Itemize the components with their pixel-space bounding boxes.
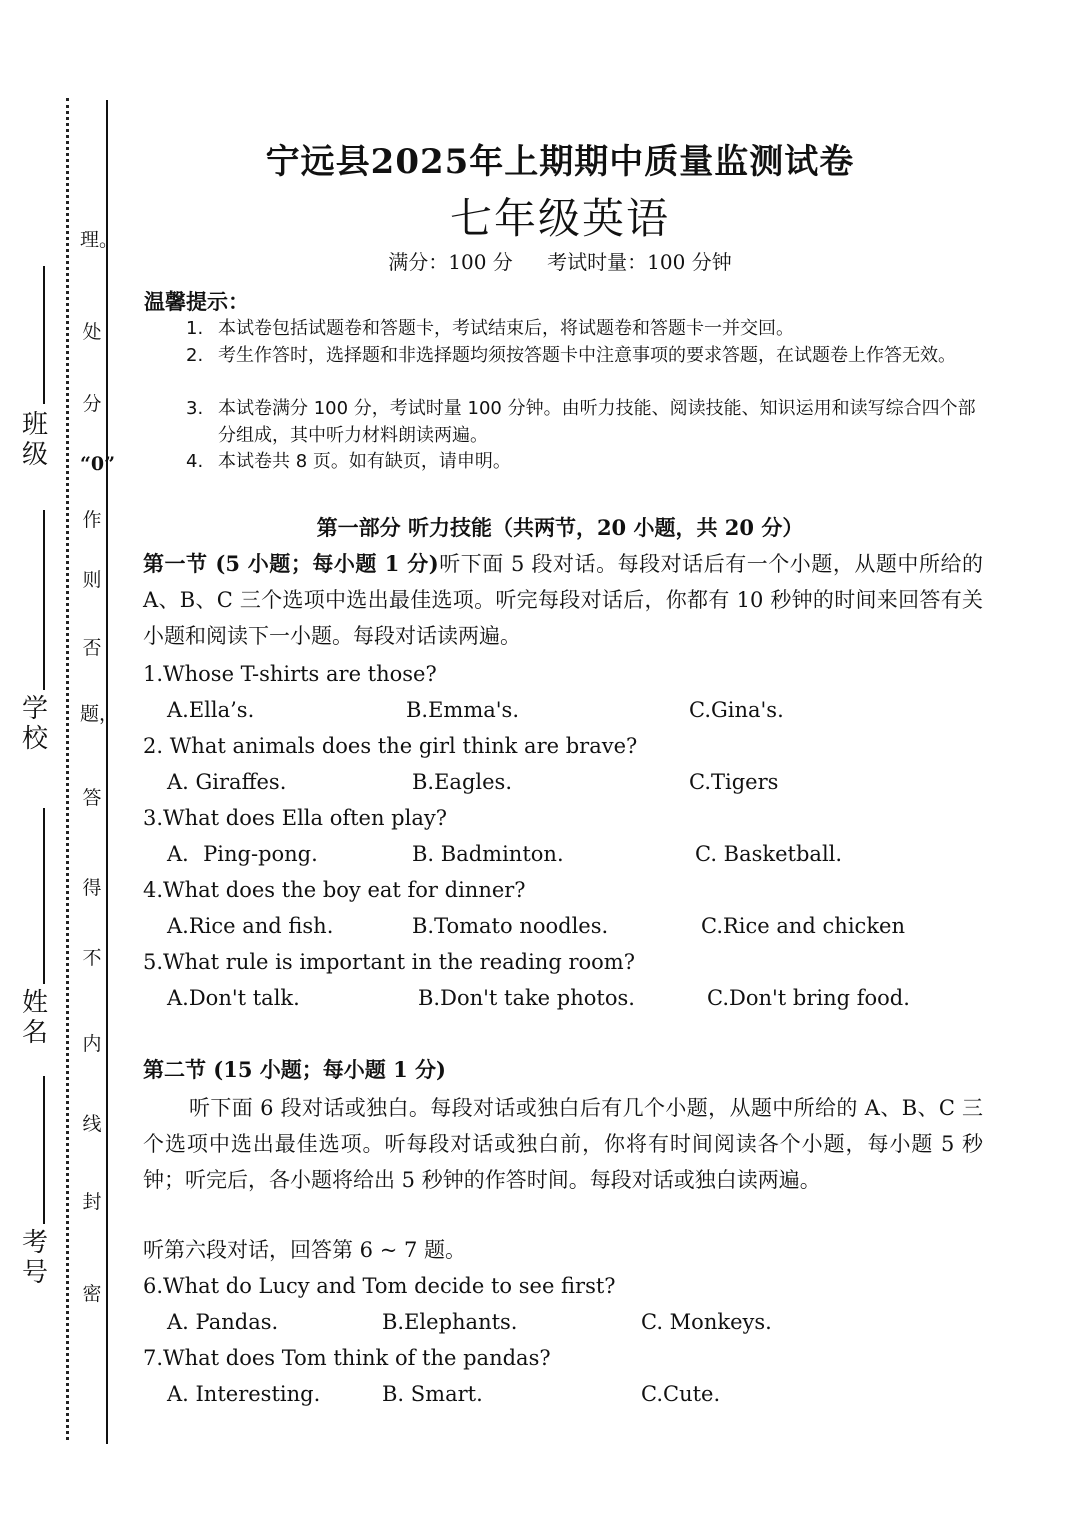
- seal-char: 处: [82, 321, 102, 343]
- question-text: 7.What does Tom think of the pandas?: [143, 1346, 551, 1370]
- note-item: [186, 448, 986, 475]
- seal-char: 封: [82, 1191, 102, 1213]
- full-score: 满分：100 分: [388, 250, 513, 274]
- name-blank[interactable]: [43, 808, 45, 984]
- option-b: B.Tomato noodles.: [412, 914, 609, 938]
- question-text: 2. What animals does the girl think are brave?: [143, 734, 638, 758]
- seal-char: 则: [82, 569, 102, 591]
- option-b: B. Badminton.: [412, 842, 564, 866]
- note-item: [186, 315, 986, 342]
- note-item: [186, 342, 986, 369]
- seal-char: 答: [82, 787, 102, 809]
- school-label: 学校: [22, 694, 49, 754]
- seal-char: 作: [82, 509, 102, 531]
- option-b: B.Elephants.: [382, 1310, 518, 1334]
- note-text: 本试卷包括试题卷和答题卡，考试结束后，将试题卷和答题卡一并交回。: [218, 318, 794, 339]
- exam-time: 考试时量：100 分钟: [547, 250, 732, 274]
- note-number: 3.: [186, 398, 204, 419]
- section1-paragraph: [143, 546, 983, 654]
- section1-instructions: 听下面 5 段对话。每段对话后有一个小题，从题中所给的 A、B、C 三个选项中选出最佳选项。听完每段对话后，你都有 10 秒钟的时间来回答有关小题和阅读下一小题。每段对话读两遍。: [143, 552, 983, 648]
- seal-char: 不: [82, 947, 102, 969]
- note-text: 本试卷共 8 页。如有缺页，请申明。: [218, 451, 511, 472]
- dialog-note: 听第六段对话，回答第 6 ~ 7 题。: [143, 1238, 467, 1262]
- seal-char: 内: [82, 1033, 102, 1055]
- seal-char: 分: [82, 393, 102, 415]
- option-b: B.Eagles.: [412, 770, 512, 794]
- class-blank[interactable]: [43, 266, 45, 404]
- exam-no-label: 考号: [22, 1228, 49, 1288]
- option-a: A. Pandas.: [167, 1310, 279, 1334]
- seal-char: 否: [82, 637, 102, 659]
- note-text: 考生作答时，选择题和非选择题均须按答题卡中注意事项的要求答题，在试题卷上作答无效。: [218, 345, 956, 366]
- seal-char: 得: [82, 877, 102, 899]
- option-a: A. Giraffes.: [167, 770, 287, 794]
- note-number: 4.: [186, 451, 204, 472]
- option-b: B. Smart.: [382, 1382, 483, 1406]
- question-text: 6.What do Lucy and Tom decide to see first?: [143, 1274, 616, 1298]
- option-a: A.Ella’s.: [167, 698, 255, 722]
- seal-char: 题，: [80, 703, 119, 725]
- exam-no-blank[interactable]: [43, 1076, 45, 1224]
- option-a: A．Ping-pong.: [167, 842, 318, 866]
- option-c: C. Monkeys.: [641, 1310, 772, 1334]
- option-c: C.Gina's.: [689, 698, 784, 722]
- option-c: C.Don't bring food.: [707, 986, 910, 1010]
- question-text: 4.What does the boy eat for dinner?: [143, 878, 526, 902]
- subject-title: 七年级英语: [449, 194, 670, 243]
- seal-solid-line: [106, 100, 108, 1444]
- question-text: 1.Whose T-shirts are those?: [143, 662, 437, 686]
- part1-title: 第一部分 听力技能（共两节，20 小题，共 20 分）: [316, 515, 804, 540]
- seal-char: “0”: [80, 453, 116, 475]
- option-a: A.Don't talk.: [167, 986, 300, 1010]
- note-number: 2.: [186, 345, 204, 366]
- seal-char: 密: [82, 1283, 102, 1305]
- option-a: A.Rice and fish.: [167, 914, 334, 938]
- option-c: C.Cute.: [641, 1382, 721, 1406]
- exam-title: 宁远县2025年上期期中质量监测试卷: [265, 142, 855, 182]
- name-label: 姓名: [22, 988, 49, 1048]
- note-text: 本试卷满分 100 分，考试时量 100 分钟。由听力技能、阅读技能、知识运用和读写综合四个部分组成，其中听力材料朗读两遍。: [218, 398, 976, 446]
- seal-char: 理。: [80, 229, 119, 251]
- seal-char: 线: [82, 1113, 102, 1135]
- section2-head: 第二节 (15 小题；每小题 1 分): [143, 1057, 446, 1082]
- question-text: 3.What does Ella often play?: [143, 806, 447, 830]
- option-b: B.Don't take photos.: [418, 986, 635, 1010]
- question-text: 5.What rule is important in the reading room?: [143, 950, 635, 974]
- class-label: 班级: [22, 410, 49, 470]
- section2-instructions: 听下面 6 段对话或独白。每段对话或独白后有几个小题，从题中所给的 A、B、C 三个选项中选出最佳选项。听每段对话或独白前，你将有时间阅读各个小题，每小题 5 秒钟；听完后，各小题将给出 5 秒钟的作答时间。每段对话或独白读两遍。: [143, 1096, 983, 1192]
- option-c: C.Rice and chicken: [701, 914, 905, 938]
- option-c: C. Basketball.: [695, 842, 843, 866]
- note-item: [186, 395, 986, 449]
- option-b: B.Emma's.: [406, 698, 520, 722]
- seal-dotted-line: [66, 98, 69, 1440]
- option-a: A. Interesting.: [167, 1382, 321, 1406]
- section1-head: 第一节 (5 小题；每小题 1 分): [143, 551, 439, 576]
- option-c: C.Tigers: [689, 770, 779, 794]
- note-number: 1.: [186, 318, 204, 339]
- score-time-line: [0, 246, 1080, 275]
- notes-heading: 温馨提示：: [144, 290, 249, 314]
